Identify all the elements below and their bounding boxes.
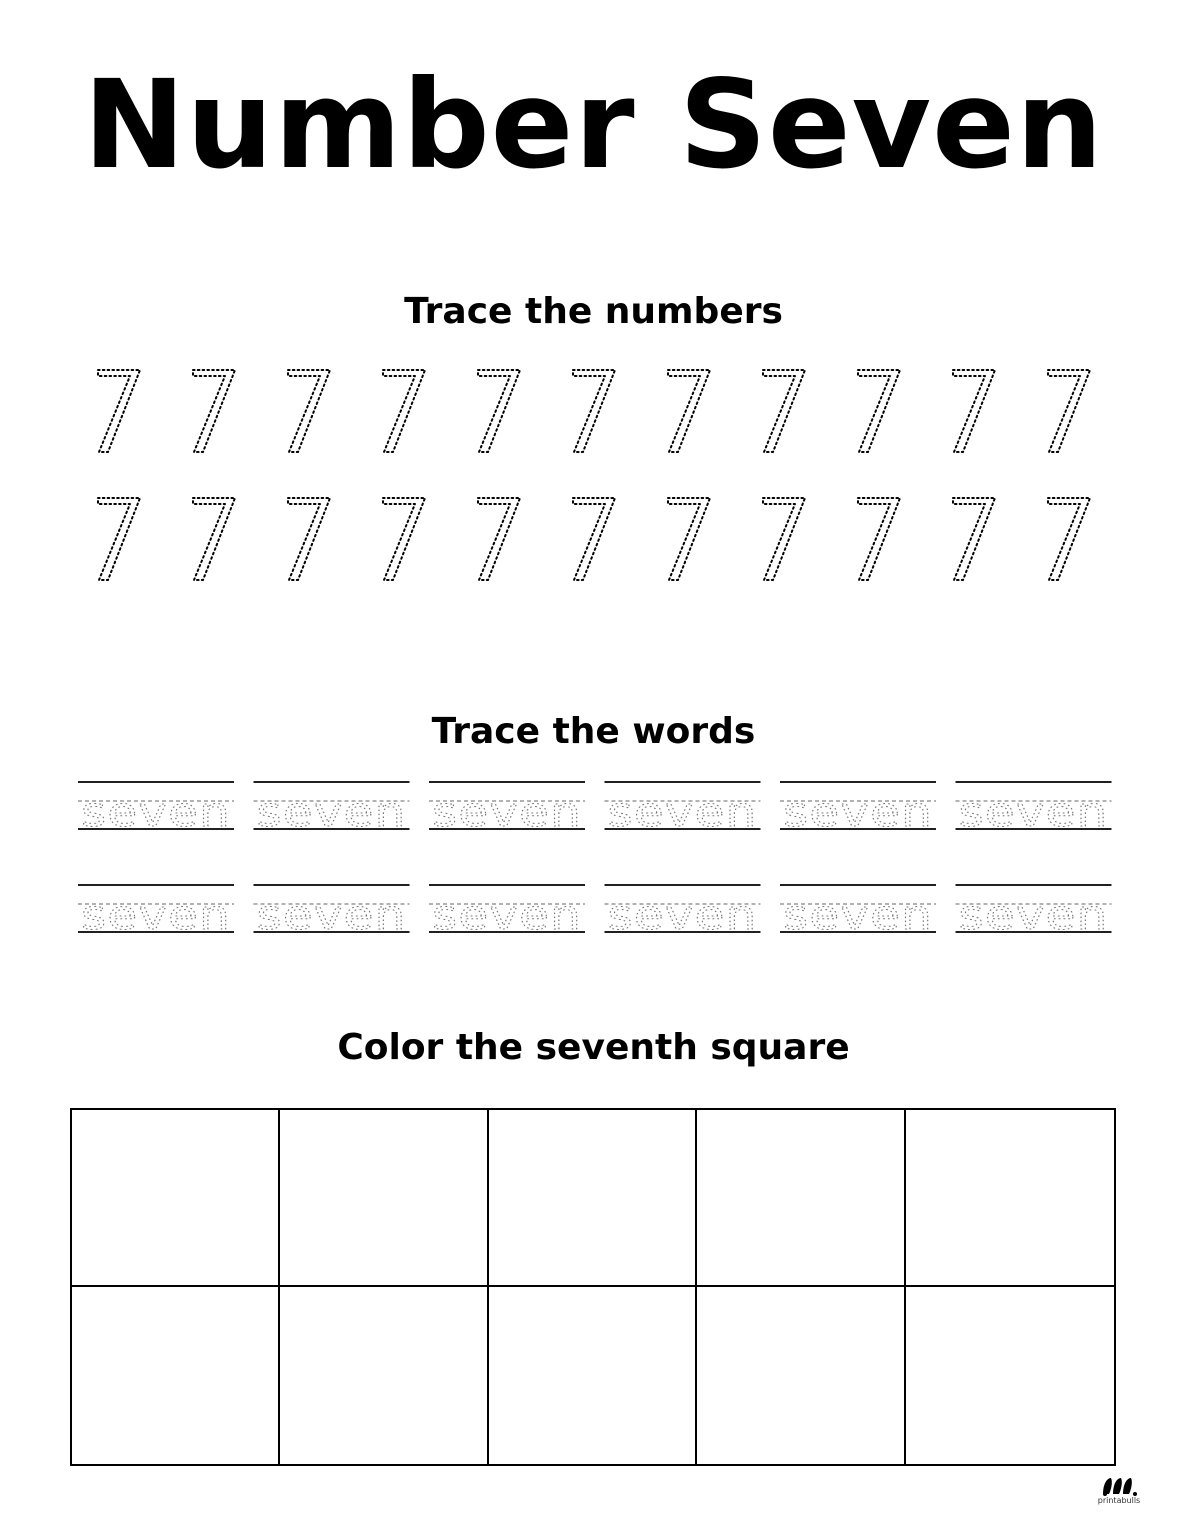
grid-square[interactable]	[72, 1110, 280, 1287]
trace-word-item	[956, 782, 1112, 836]
trace-word-item	[956, 885, 1112, 939]
trace-seven-glyph	[763, 370, 805, 452]
logo-text: printabulls	[1097, 1496, 1141, 1505]
trace-word-text: seven	[432, 893, 582, 939]
grid-square[interactable]	[489, 1110, 697, 1287]
trace-word-text: seven	[81, 893, 231, 939]
bunny-ears-icon	[1097, 1474, 1141, 1496]
trace-word-text: seven	[607, 893, 758, 939]
trace-seven-glyph	[573, 370, 615, 452]
trace-seven-glyph	[383, 370, 425, 452]
grid-square[interactable]	[906, 1287, 1114, 1464]
trace-word-item	[78, 782, 234, 836]
trace-numbers-heading: Trace the numbers	[404, 291, 783, 332]
trace-word-item	[780, 885, 936, 939]
trace-seven-glyph	[858, 498, 900, 580]
trace-seven-glyph	[668, 370, 710, 452]
trace-word-item	[605, 885, 761, 939]
trace-seven-glyph	[478, 498, 520, 580]
color-square-heading: Color the seventh square	[337, 1027, 850, 1068]
grid-square[interactable]	[280, 1287, 488, 1464]
trace-seven-glyph	[288, 370, 330, 452]
trace-word-text: seven	[783, 893, 933, 939]
trace-seven-glyph	[668, 498, 710, 580]
trace-word-item	[780, 782, 936, 836]
trace-seven-glyph	[288, 498, 330, 580]
trace-word-text: seven	[256, 893, 407, 939]
trace-sevens-area	[0, 360, 1187, 590]
trace-words-area	[0, 770, 1187, 940]
printabulls-logo	[1089, 1474, 1149, 1506]
trace-word-text: seven	[432, 790, 582, 836]
trace-seven-glyph	[763, 498, 805, 580]
grid-square[interactable]	[697, 1287, 905, 1464]
trace-seven-glyph	[858, 370, 900, 452]
trace-word-text: seven	[256, 790, 407, 836]
trace-word-item	[429, 885, 585, 939]
trace-word-item	[254, 782, 410, 836]
trace-seven-glyph	[953, 498, 995, 580]
trace-seven-glyph	[98, 370, 140, 452]
trace-seven-glyph	[383, 498, 425, 580]
trace-seven-glyph	[573, 498, 615, 580]
trace-word-text: seven	[958, 790, 1109, 836]
trace-word-item	[254, 885, 410, 939]
grid-square[interactable]	[697, 1110, 905, 1287]
trace-seven-glyph	[1048, 370, 1090, 452]
page-title: Number Seven	[83, 54, 1104, 196]
grid-square[interactable]	[72, 1287, 280, 1464]
trace-word-text: seven	[783, 790, 933, 836]
trace-word-item	[605, 782, 761, 836]
trace-seven-glyph	[193, 370, 235, 452]
trace-seven-glyph	[953, 370, 995, 452]
trace-seven-glyph	[193, 498, 235, 580]
trace-seven-glyph	[478, 370, 520, 452]
trace-word-text: seven	[958, 893, 1109, 939]
trace-seven-glyph	[98, 498, 140, 580]
trace-word-item	[429, 782, 585, 836]
trace-word-text: seven	[607, 790, 758, 836]
grid-square[interactable]	[489, 1287, 697, 1464]
trace-seven-glyph	[1048, 498, 1090, 580]
trace-word-item	[78, 885, 234, 939]
ten-frame-grid	[70, 1108, 1116, 1466]
grid-square[interactable]	[906, 1110, 1114, 1287]
trace-word-text: seven	[81, 790, 231, 836]
grid-square[interactable]	[280, 1110, 488, 1287]
trace-words-heading: Trace the words	[431, 711, 756, 752]
